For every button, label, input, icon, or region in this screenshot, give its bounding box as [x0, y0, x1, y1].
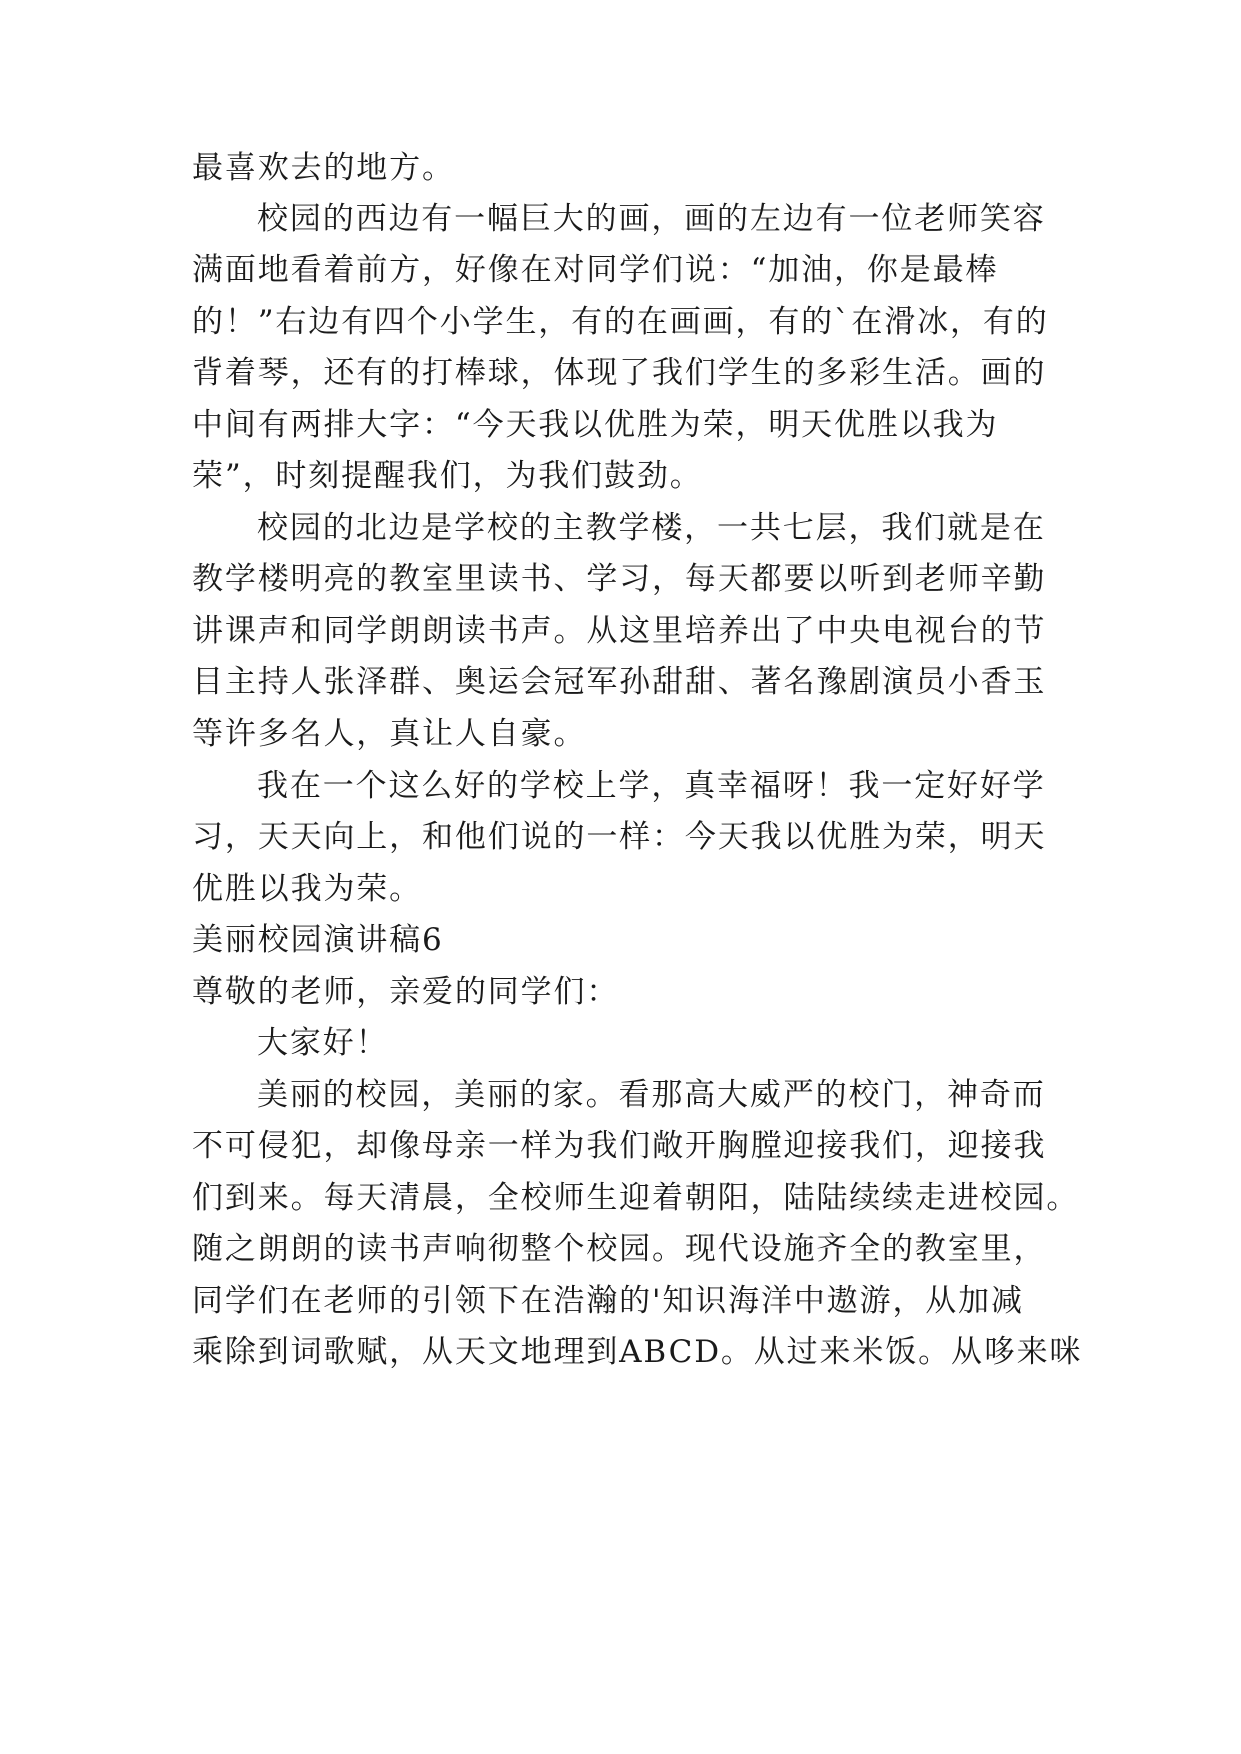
paragraph-start-line: 我在一个这么好的学校上学，真幸福呀！我一定好好学	[257, 768, 1046, 804]
text-line: 目主持人张泽群、奥运会冠军孙甜甜、著名豫剧演员小香玉	[192, 664, 1047, 700]
text-line: 荣”，时刻提醒我们，为我们鼓劲。	[192, 458, 703, 494]
paragraph-start-line: 美丽的校园，美丽的家。看那高大威严的校门，神奇而	[257, 1077, 1046, 1113]
text-line: 习，天天向上，和他们说的一样：今天我以优胜为荣，明天	[192, 819, 1047, 855]
text-line: 教学楼明亮的教室里读书、学习，每天都要以听到老师辛勤	[192, 561, 1047, 597]
text-line: 满面地看着前方，好像在对同学们说：“加油，你是最棒	[192, 252, 999, 288]
text-line: 同学们在老师的引领下在浩瀚的'知识海洋中遨游，从加减	[192, 1283, 1024, 1319]
text-line: 乘除到词歌赋，从天文地理到ABCD。从过来米饭。从哆来咪	[192, 1334, 1083, 1370]
text-line: 最喜欢去的地方。	[192, 150, 455, 186]
text-line: 背着琴，还有的打棒球，体现了我们学生的多彩生活。画的	[192, 355, 1047, 391]
text-line: 们到来。每天清晨，全校师生迎着朝阳，陆陆续续走进校园。	[192, 1180, 1080, 1216]
text-line: 优胜以我为荣。	[192, 871, 423, 907]
salutation-line: 尊敬的老师，亲爱的同学们：	[192, 974, 620, 1010]
text-line: 不可侵犯，却像母亲一样为我们敞开胸膛迎接我们，迎接我	[192, 1128, 1047, 1164]
text-line: 讲课声和同学朗朗读书声。从这里培养出了中央电视台的节	[192, 613, 1047, 649]
section-heading: 美丽校园演讲稿6	[192, 922, 444, 958]
greeting-line: 大家好！	[257, 1025, 389, 1061]
text-line: 的！”右边有四个小学生，有的在画画，有的`在滑冰，有的	[192, 304, 1049, 340]
text-line: 等许多名人，真让人自豪。	[192, 716, 587, 752]
paragraph-start-line: 校园的西边有一幅巨大的画，画的左边有一位老师笑容	[257, 201, 1046, 237]
text-line: 随之朗朗的读书声响彻整个校园。现代设施齐全的教室里，	[192, 1231, 1047, 1267]
text-line: 中间有两排大字：“今天我以优胜为荣，明天优胜以我为	[192, 407, 999, 443]
paragraph-start-line: 校园的北边是学校的主教学楼，一共七层，我们就是在	[257, 510, 1046, 546]
